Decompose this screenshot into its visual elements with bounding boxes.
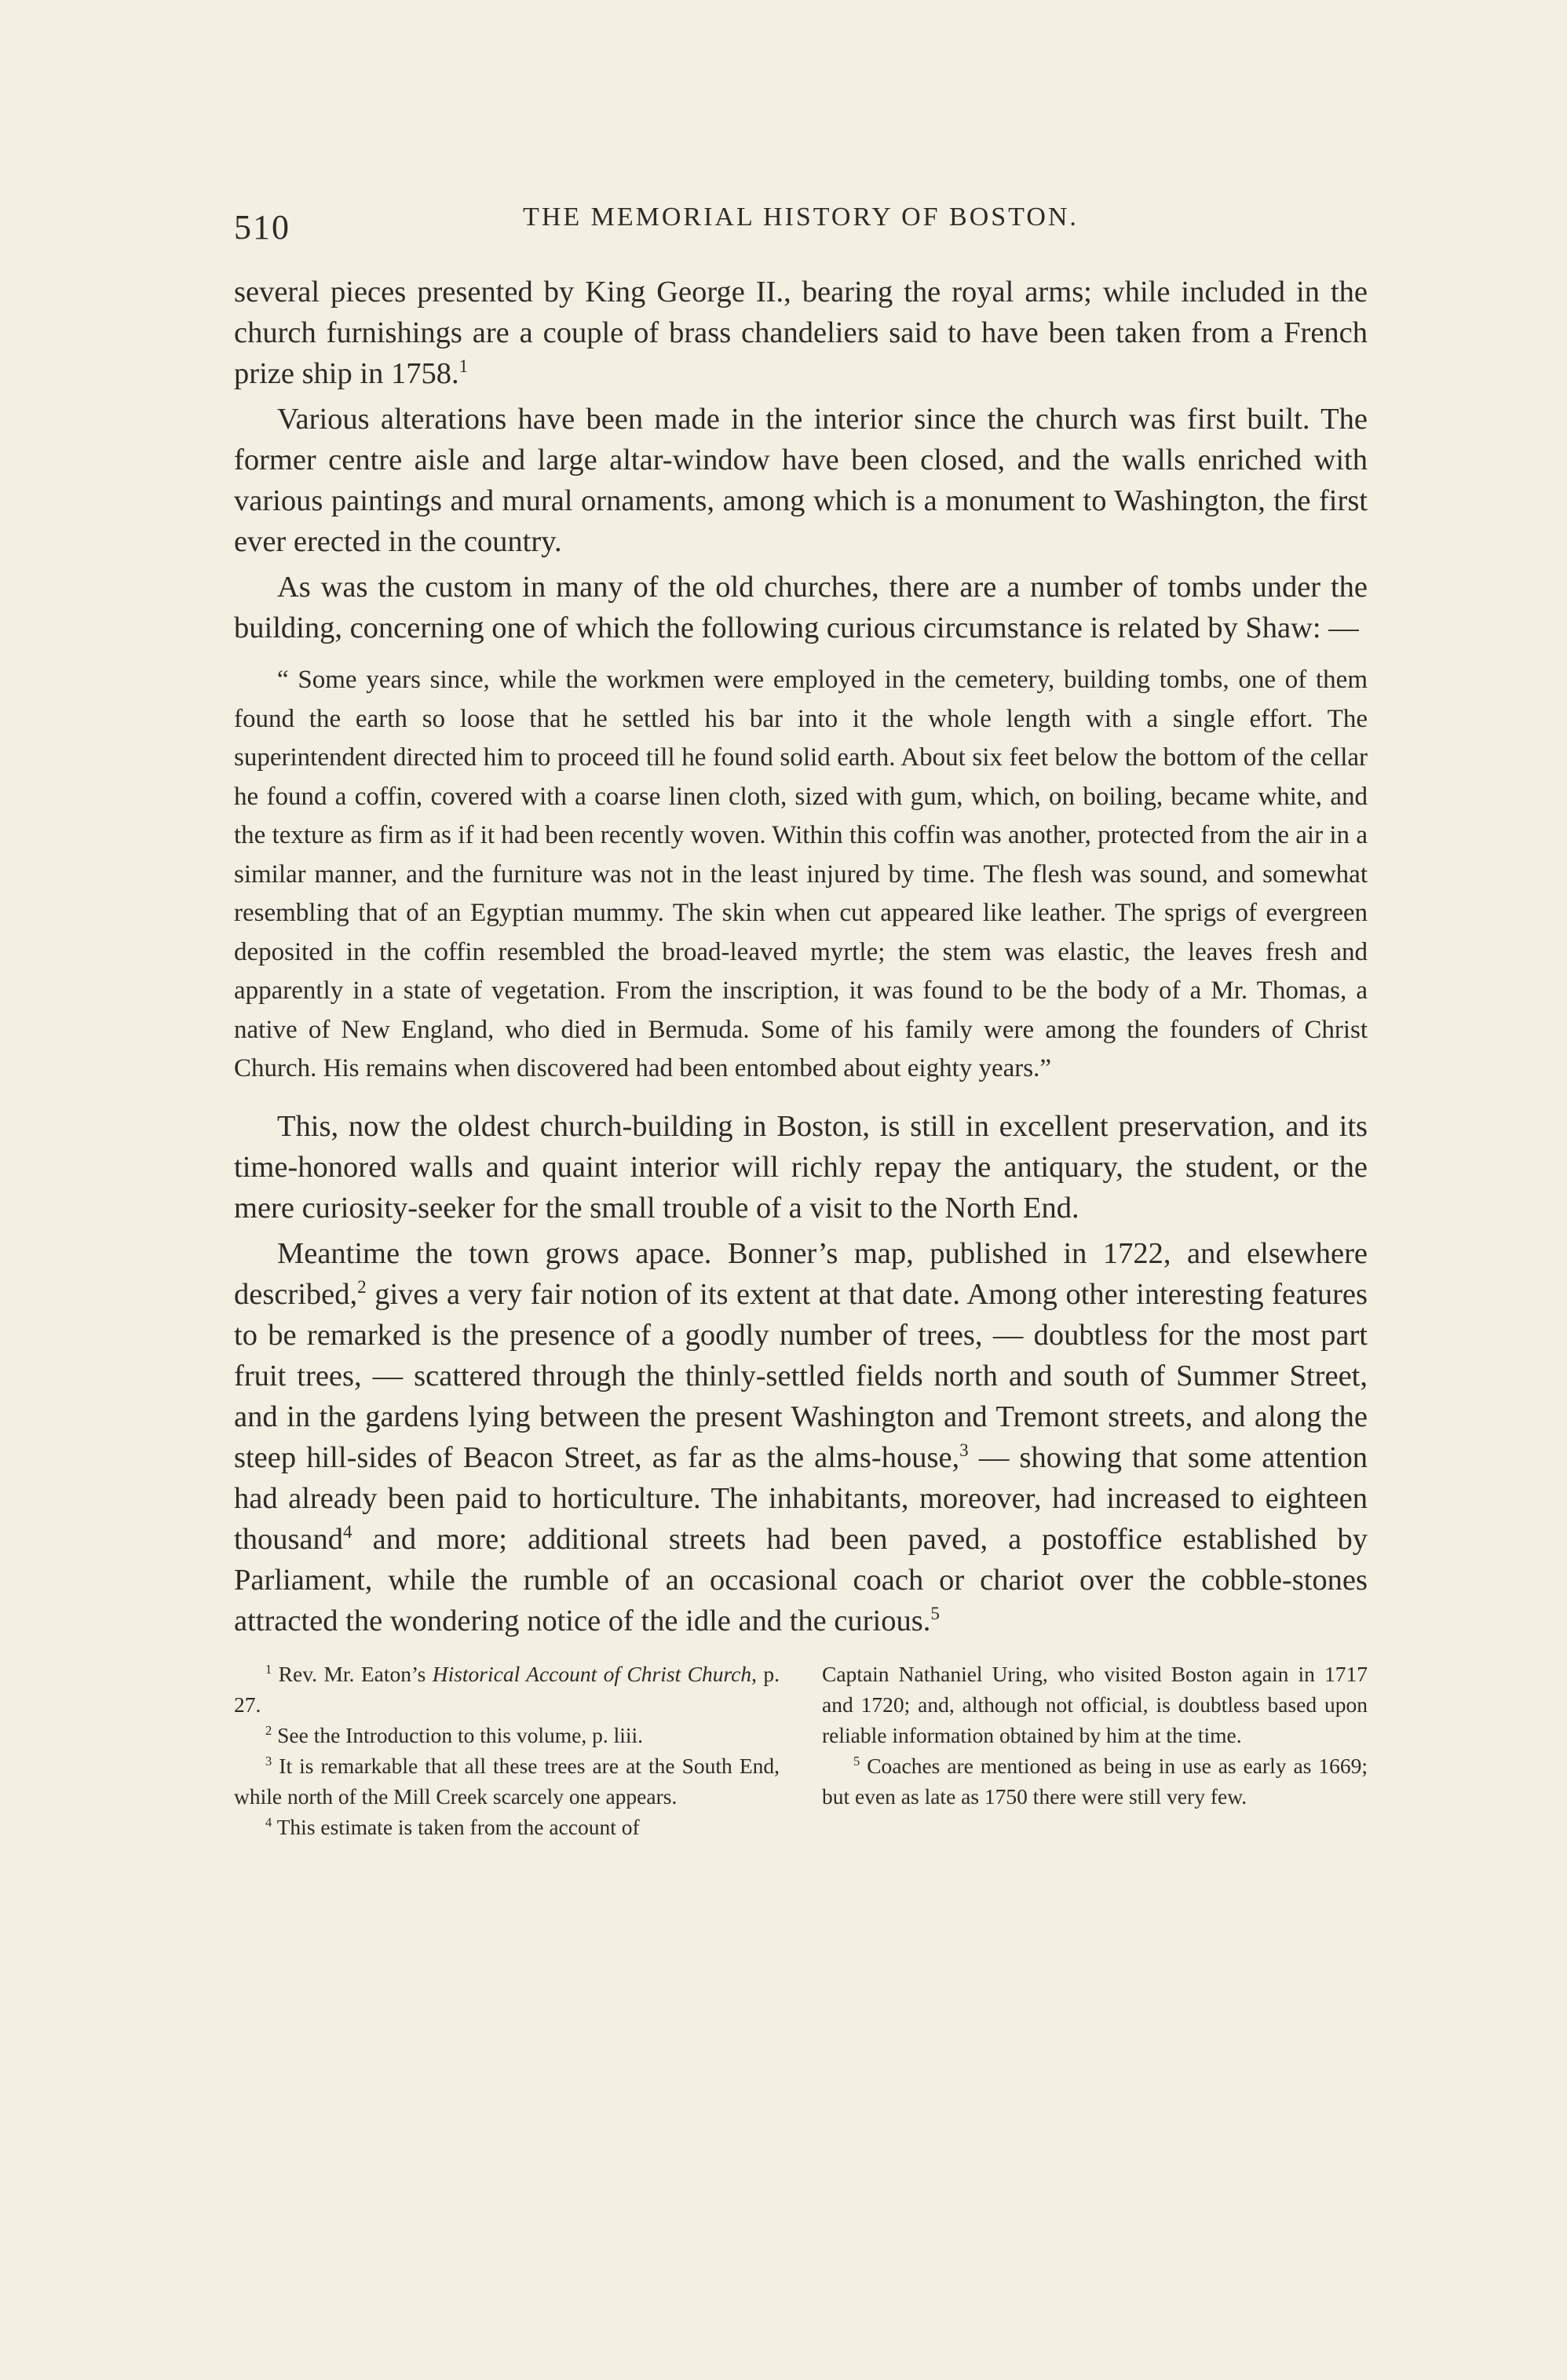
footnote-1-title: Historical Account of Christ Church — [432, 1661, 752, 1686]
paragraph-5 — [234, 1233, 1368, 1641]
footnote-5-text: Coaches are mentioned as being in use as early as 1669; but even as late as 1750 there were still very few. — [822, 1753, 1368, 1809]
paragraph-5-text-b: gives a very fair notion of its extent at that date. Among other interesting features to be remarked is the presence of a goodly number of trees, — doubtless for the most part fruit trees, — scattered through the thinly-settled fields north and south of Summer Street, and in the gardens lying between the present Washington and Tremont streets, and along the steep hill-sides of Beacon Street, as far as the alms-house, — [234, 1277, 1368, 1474]
footnote-5-number: 5 — [853, 1753, 860, 1769]
paragraph-2: Various alterations have been made in the interior since the church was first built. The former centre aisle and large altar-window have been closed, and the walls enriched with various paintings and mural ornaments, among which is a monument to Washington, the first ever erected in the country. — [234, 403, 1368, 558]
paragraph-3: As was the custom in many of the old churches, there are a number of tombs under the building, concerning one of which the following curious circumstance is related by Shaw: — — [234, 571, 1368, 644]
running-title: THE MEMORIAL HISTORY OF BOSTON. — [523, 203, 1079, 232]
footnotes-right-column — [822, 1659, 1368, 1842]
footnote-ref-1: 1 — [458, 356, 469, 377]
footnote-4-continued: Captain Nathaniel Uring, who visited Boston again in 1717 and 1720; and, although not official, is doubtless based upon reliable information obtained by him at the time. — [822, 1661, 1368, 1747]
footnote-1-text-b: , p. 27. — [234, 1661, 780, 1717]
paragraph-1-text: several pieces presented by King George II., bearing the royal arms; while included in the church furnishings are a couple of brass chandeliers said to have been taken from a French prize ship in 1758. — [234, 276, 1368, 390]
paragraph-5-text-c: — showing that some attention had already been paid to horticulture. The inhabitants, moreover, had increased to eighteen thousand — [234, 1440, 1368, 1556]
footnote-ref-2: 2 — [357, 1276, 367, 1297]
footnote-ref-5: 5 — [930, 1602, 940, 1623]
page-number: 510 — [234, 208, 290, 246]
paragraph-4: This, now the oldest church-building in Boston, is still in excellent preservation, and its time-honored walls and quaint interior will richly repay the antiquary, the student, or the mere curiosity-seeker for the small trouble of a visit to the North End. — [234, 1109, 1368, 1225]
footnote-1-number: 1 — [265, 1661, 272, 1677]
footnote-3 — [234, 1750, 780, 1812]
footnote-ref-3: 3 — [959, 1439, 969, 1460]
footnote-3-number: 3 — [265, 1753, 272, 1769]
block-quote — [234, 661, 1368, 1089]
quote-text: “ Some years since, while the workmen were employed in the cemetery, building tombs, one of them found the earth so loose that he settled his bar into it the whole length with a single effort. The superintendent directed him to proceed till he found solid earth. About six feet below the bottom of the cellar he found a coffin, covered with a coarse linen cloth, sized with gum, which, on boiling, became white, and the texture as firm as if it had been recently woven. Within this coffin was another, protected from the air in a similar manner, and the furniture was not in the least injured by time. The flesh was sound, and somewhat resembling that of an Egyptian mummy. The skin when cut appeared like leather. The sprigs of evergreen deposited in the coffin resembled the broad-leaved myrtle; the stem was elastic, the leaves fresh and apparently in a state of vegetation. From the inscription, it was found to be the body of a Mr. Thomas, a native of New England, who died in Bermuda. Some of his family were among the founders of Christ Church. His remains when discovered had been entombed about eighty years.” — [234, 666, 1368, 1082]
footnote-1 — [234, 1659, 780, 1720]
footnote-3-text: It is remarkable that all these trees are at the South End, while north of the Mill Creek scarcely one appears. — [234, 1753, 780, 1809]
footnote-2-text: See the Introduction to this volume, p. liii. — [272, 1722, 644, 1747]
paragraph-1 — [234, 272, 1368, 394]
footnote-4-number: 4 — [265, 1814, 272, 1830]
footnote-2-number: 2 — [265, 1722, 272, 1738]
body-text — [234, 272, 1368, 1641]
footnotes-left-column — [234, 1659, 780, 1842]
footnote-4 — [234, 1812, 780, 1842]
footnote-2 — [234, 1720, 780, 1750]
footnote-5 — [822, 1750, 1368, 1812]
paragraph-5-text-d: and more; additional streets had been paved, a postoffice established by Parliament, while the rumble of an occasional coach or chariot over the cobble-stones attracted the wondering notice of the idle and the curious. — [234, 1522, 1368, 1637]
footnote-1-text-a: Rev. Mr. Eaton’s — [272, 1661, 433, 1686]
footnotes — [234, 1659, 1368, 1842]
running-head — [234, 196, 1368, 251]
book-page — [234, 196, 1368, 1842]
footnote-ref-4: 4 — [343, 1520, 352, 1542]
paragraph-5-text-a: Meantime the town grows apace. Bonner’s map, published in 1722, and elsewhere described, — [234, 1236, 1368, 1311]
footnote-4-text-a: This estimate is taken from the account of — [272, 1814, 640, 1839]
